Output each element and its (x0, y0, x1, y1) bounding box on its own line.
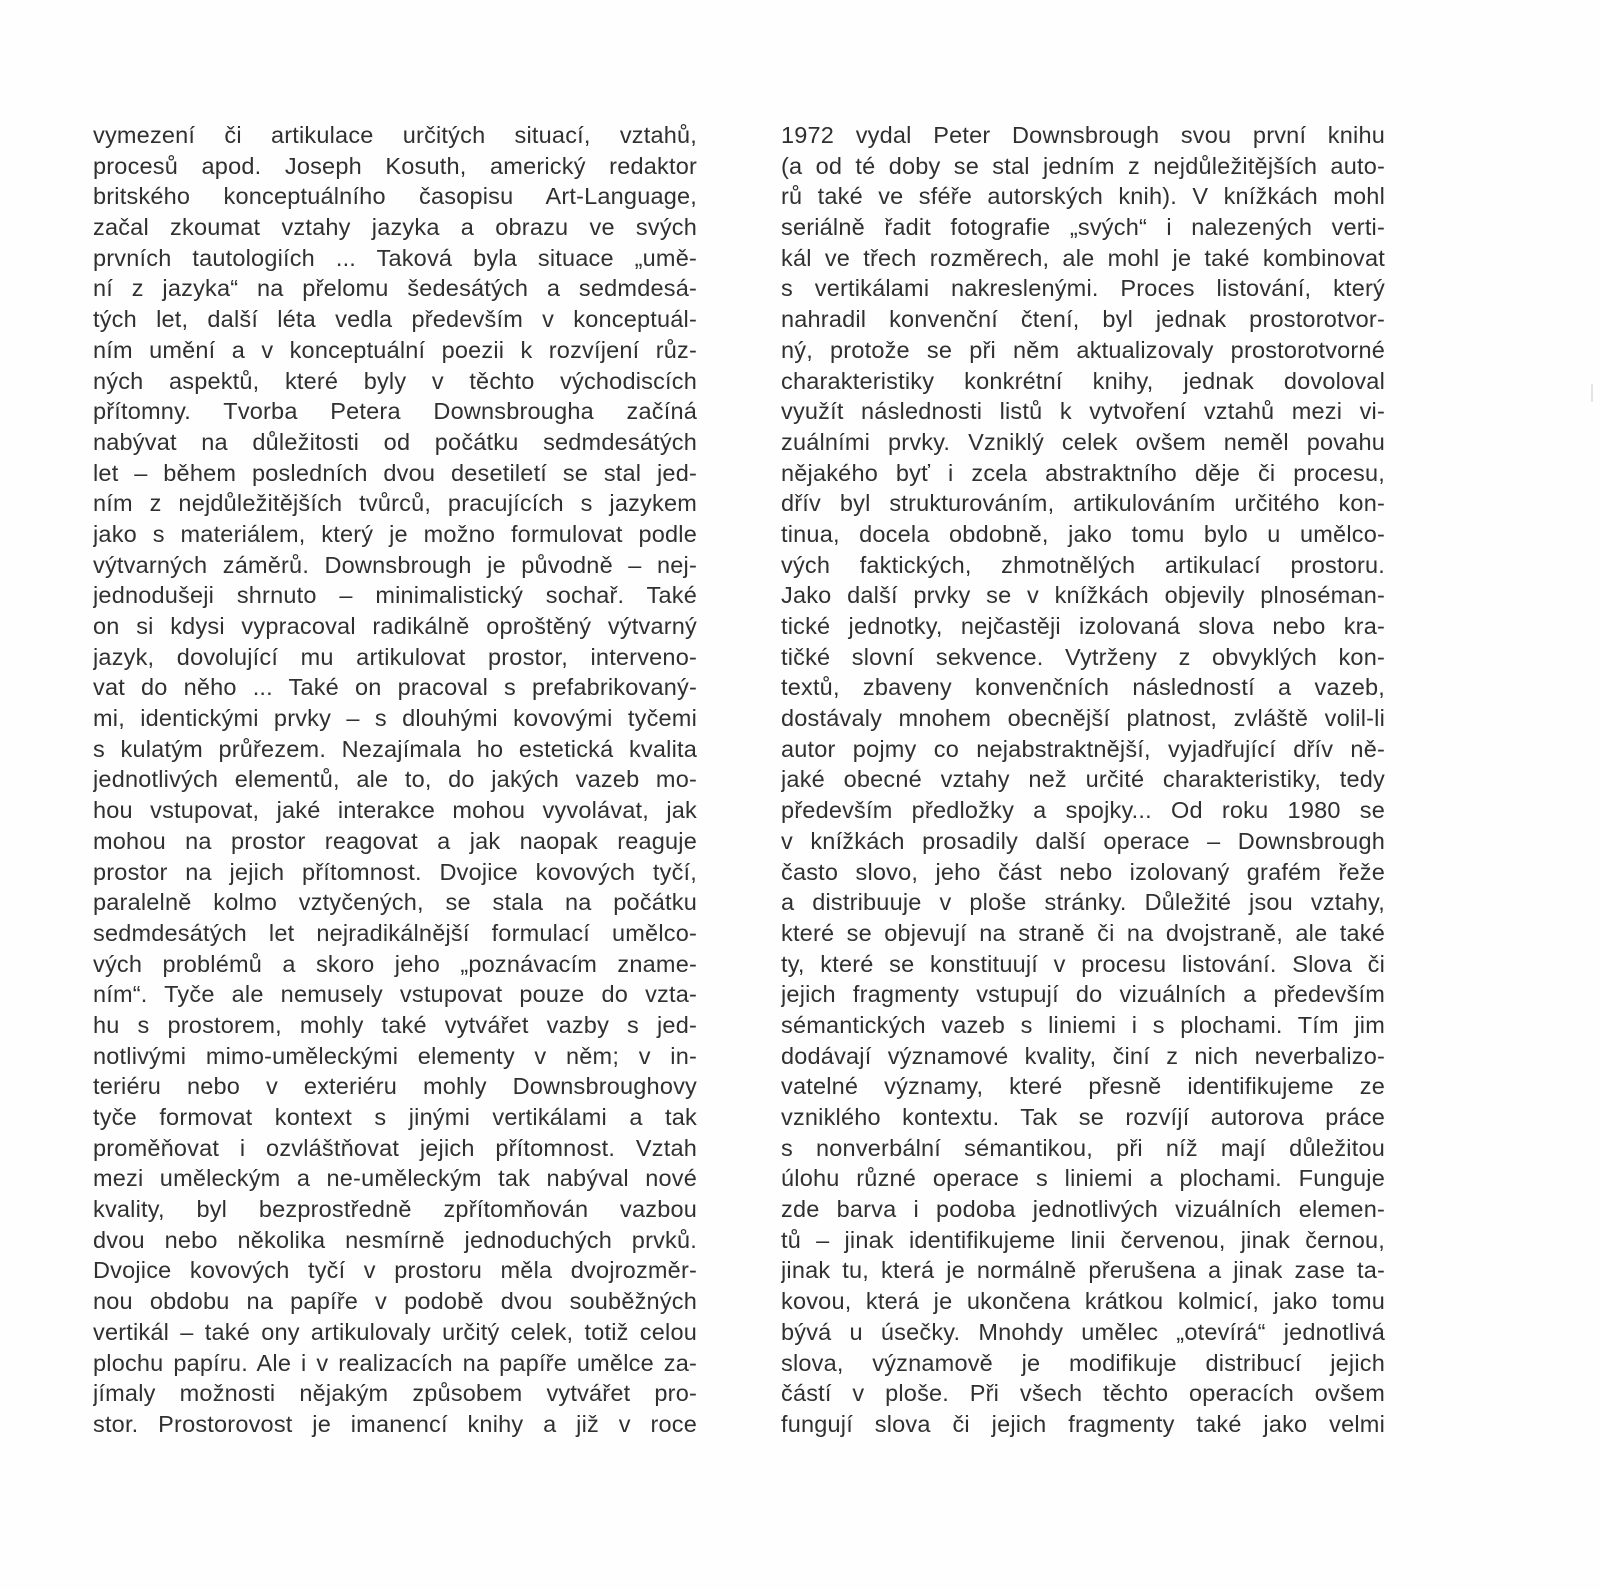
text-line: ty, které se konstituují v procesu listování. Slova či (781, 950, 1385, 977)
text-line: v knížkách prosadily další operace – Downsbrough (781, 827, 1385, 854)
text-line: hou vstupovat, jaké interakce mohou vyvolávat, jak (93, 797, 697, 824)
text-line: teriéru nebo v exteriéru mohly Downsbroughovy (93, 1073, 697, 1100)
text-line: a distribuuje v ploše stránky. Důležité jsou vztahy, (781, 889, 1385, 916)
text-line: nahradil konvenční čtení, byl jednak prostorotvor- (781, 306, 1385, 333)
text-line: vertikál – také ony artikulovaly určitý celek, totiž celou (93, 1318, 697, 1345)
text-line: jímaly možnosti nějakým způsobem vytvářet pro- (93, 1380, 697, 1407)
text-line: nějakého byť i zcela abstraktního děje či procesu, (781, 459, 1385, 486)
text-line: dvou nebo několika nesmírně jednoduchých prvků. (93, 1226, 697, 1253)
text-line: fungují slova či jejich fragmenty také jako velmi (781, 1410, 1385, 1437)
text-line: paralelně kolmo vztyčených, se stala na počátku (93, 889, 697, 916)
text-line: dodávají významové kvality, činí z nich neverbalizo- (781, 1042, 1385, 1069)
text-line: s kulatým průřezem. Nezajímala ho estetická kvalita (93, 735, 697, 762)
text-line: tyče formovat kontext s jinými vertikálami a tak (93, 1104, 697, 1130)
text-line: 1972 vydal Peter Downsbrough svou první knihu (781, 122, 1385, 148)
text-line: jako s materiálem, který je možno formulovat podle (93, 520, 697, 547)
text-line: rů také ve sféře autorských knih). V knížkách mohl (781, 183, 1385, 210)
text-line: prvních tautologiích ... Taková byla situace „umě- (93, 244, 697, 271)
text-line: především předložky a spojky... Od roku 1980 se (781, 797, 1385, 824)
text-line: tů – jinak identifikujeme linii červenou, jinak černou, (781, 1226, 1385, 1253)
text-line: vatelné významy, které přesně identifikujeme ze (781, 1073, 1385, 1100)
text-line: prostor na jejich přítomnost. Dvojice kovových tyčí, (93, 858, 697, 885)
text-line: dostávaly mnohem obecnější platnost, zvláště volil-li (781, 705, 1385, 732)
text-line: seriálně řadit fotografie „svých“ i nalezených verti- (781, 214, 1385, 241)
text-line: bývá u úsečky. Mnohdy umělec „otevírá“ jednotlivá (781, 1318, 1385, 1345)
text-line: stor. Prostorovost je imanencí knihy a již v roce (93, 1410, 697, 1437)
margin-speck (1591, 384, 1593, 402)
text-line: dřív byl strukturováním, artikulováním určitého kon- (781, 490, 1385, 517)
text-line: jinak tu, která je normálně přerušena a jinak zase ta- (781, 1257, 1385, 1284)
text-line: kál ve třech rozměrech, ale mohl je také kombinovat (781, 244, 1385, 271)
text-line: mezi uměleckým a ne-uměleckým tak nabýval nové (93, 1165, 697, 1192)
text-line: ných aspektů, které byly v těchto východiscích (93, 367, 697, 394)
text-line: jazyk, dovolující mu artikulovat prostor, interveno- (93, 643, 697, 670)
text-line: zuálními prvky. Vzniklý celek ovšem neměl povahu (781, 428, 1385, 455)
text-line: jednodušeji shrnuto – minimalistický sochař. Také (93, 582, 697, 609)
text-line: Dvojice kovových tyčí v prostoru měla dvojrozměr- (93, 1257, 697, 1284)
text-line: slova, významově je modifikuje distribucí jejich (781, 1349, 1385, 1376)
text-line: vzniklého kontextu. Tak se rozvíjí autorova práce (781, 1104, 1385, 1130)
text-line: let – během posledních dvou desetiletí se stal jed- (93, 459, 697, 486)
text-line: vých problémů a skoro jeho „poznávacím zname- (93, 950, 697, 977)
text-line: které se objevují na straně či na dvojstraně, ale také (781, 919, 1385, 946)
text-line: ním umění a v konceptuální poezii k rozvíjení růz- (93, 336, 697, 363)
text-line: sémantických vazeb s liniemi i s plochami. Tím jim (781, 1011, 1385, 1038)
text-line: vat do něho ... Také on pracoval s prefabrikovaný- (93, 674, 697, 701)
text-line: on si kdysi vypracoval radikálně oproštěný výtvarný (93, 613, 697, 639)
text-line: mi, identickými prvky – s dlouhými kovovými tyčemi (93, 705, 697, 732)
text-line: úlohu různé operace s liniemi a plochami. Funguje (781, 1165, 1385, 1192)
text-line: tické jednotky, nejčastěji izolovaná slova nebo kra- (781, 613, 1385, 639)
text-line: tinua, docela obdobně, jako tomu bylo u umělco- (781, 520, 1385, 547)
text-line: proměňovat i ozvláštňovat jejich přítomnost. Vztah (93, 1134, 697, 1161)
text-line: vých faktických, zhmotnělých artikulací prostoru. (781, 551, 1385, 578)
text-line: notlivými mimo-uměleckými elementy v něm; v in- (93, 1042, 697, 1069)
text-line: autor pojmy co nejabstraktnější, vyjadřující dřív ně- (781, 735, 1385, 762)
text-line: mohou na prostor reagovat a jak naopak reaguje (93, 827, 697, 854)
text-line: výtvarných záměrů. Downsbrough je původně – nej- (93, 551, 697, 578)
text-line: částí v ploše. Při všech těchto operacích ovšem (781, 1380, 1385, 1407)
left-text-column (93, 120, 697, 1440)
text-line: jednotlivých elementů, ale to, do jakých vazeb mo- (93, 766, 697, 793)
text-line: ním z nejdůležitějších tvůrců, pracujících s jazykem (93, 490, 697, 517)
text-line: nabývat na důležitosti od počátku sedmdesátých (93, 428, 697, 455)
text-line: jejich fragmenty vstupují do vizuálních a především (781, 981, 1385, 1008)
text-line: ný, protože se při něm aktualizovaly prostorotvorné (781, 336, 1385, 363)
right-text-column (781, 120, 1385, 1440)
text-line: s nonverbální sémantikou, při níž mají důležitou (781, 1134, 1385, 1161)
text-line: přítomny. Tvorba Petera Downsbrougha začíná (93, 398, 697, 425)
text-line: textů, zbaveny konvenčních následností a vazeb, (781, 674, 1385, 701)
text-line: začal zkoumat vztahy jazyka a obrazu ve svých (93, 214, 697, 241)
text-line: tičké slovní sekvence. Vytrženy z obvyklých kon- (781, 643, 1385, 670)
text-line: s vertikálami nakreslenými. Proces listování, který (781, 275, 1385, 302)
text-line: vymezení či artikulace určitých situací, vztahů, (93, 122, 697, 148)
text-line: nou obdobu na papíře v podobě dvou souběžných (93, 1288, 697, 1315)
text-line: hu s prostorem, mohly také vytvářet vazby s jed- (93, 1011, 697, 1038)
text-line: jaké obecné vztahy než určité charakteristiky, tedy (781, 766, 1385, 793)
text-line: procesů apod. Joseph Kosuth, americký redaktor (93, 152, 697, 179)
text-line: kovou, která je ukončena krátkou kolmicí, jako tomu (781, 1288, 1385, 1315)
text-line: ní z jazyka“ na přelomu šedesátých a sedmdesá- (93, 275, 697, 302)
text-line: britského konceptuálního časopisu Art-Language, (93, 183, 697, 210)
text-line: kvality, byl bezprostředně zpřítomňován vazbou (93, 1196, 697, 1223)
text-line: sedmdesátých let nejradikálnější formulací umělco- (93, 919, 697, 946)
text-line: (a od té doby se stal jedním z nejdůležitějších auto- (781, 152, 1385, 179)
text-line: využít následnosti listů k vytvoření vztahů mezi vi- (781, 398, 1385, 425)
text-line: Jako další prvky se v knížkách objevily plnoséman- (781, 582, 1385, 609)
text-line: tých let, další léta vedla především v konceptuál- (93, 306, 697, 333)
text-line: plochu papíru. Ale i v realizacích na papíře umělce za- (93, 1349, 697, 1376)
text-line: ním“. Tyče ale nemusely vstupovat pouze do vzta- (93, 981, 697, 1008)
text-line: charakteristiky konkrétní knihy, jednak dovoloval (781, 367, 1385, 394)
text-line: často slovo, jeho část nebo izolovaný grafém řeže (781, 858, 1385, 885)
text-line: zde barva i podoba jednotlivých vizuálních elemen- (781, 1196, 1385, 1223)
